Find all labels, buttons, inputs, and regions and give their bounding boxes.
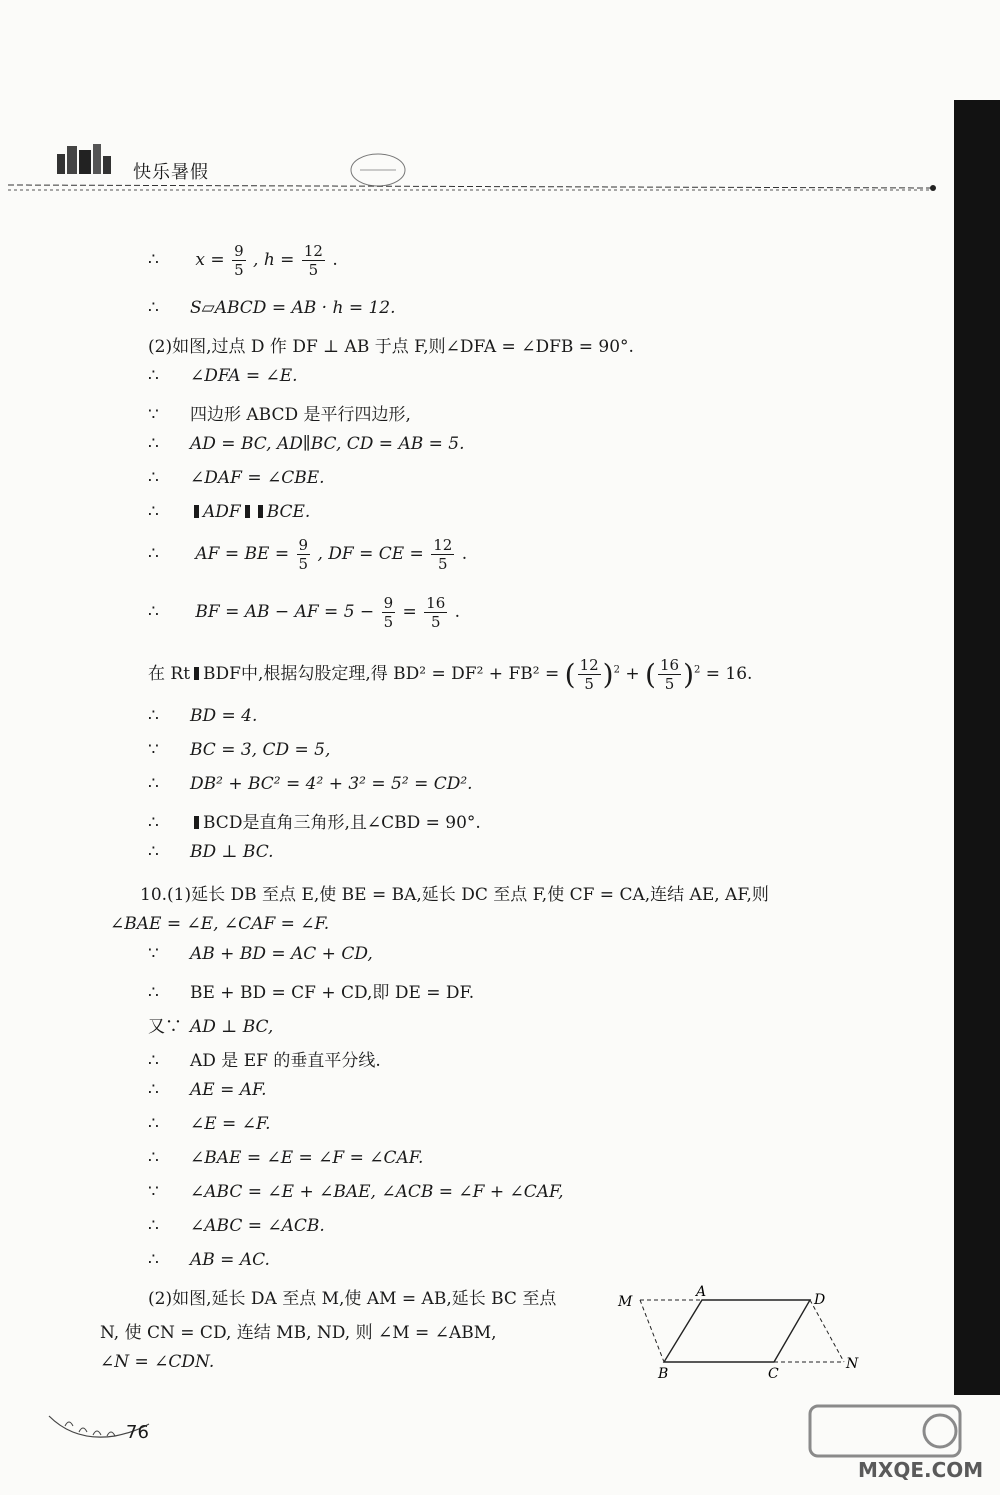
- line-28: [148, 1250, 270, 1270]
- line-6: [148, 434, 464, 454]
- line-text: BD ⊥ BC.: [190, 842, 274, 862]
- fraction: [297, 536, 311, 573]
- parallelogram-figure: [612, 1282, 872, 1382]
- line-31: [100, 1352, 214, 1372]
- line-text: ∠N = ∠CDN.: [100, 1352, 215, 1372]
- header-divider: [8, 182, 938, 194]
- line-29: [148, 1284, 556, 1309]
- exponent: 2: [694, 664, 701, 676]
- line-text: ∠ABC = ∠E + ∠BAE, ∠ACB = ∠F + ∠CAF,: [190, 1182, 564, 1202]
- denominator: 5: [234, 261, 244, 279]
- fraction: [232, 242, 246, 279]
- line-25: [148, 1148, 423, 1168]
- line-text: DB² + BC² = 4² + 3² = 5² = CD².: [190, 774, 473, 794]
- label-d: D: [814, 1292, 826, 1308]
- therefore-symbol: ∴: [148, 502, 159, 522]
- line-1: [148, 242, 338, 279]
- numerator: 16: [426, 594, 446, 612]
- congruent-glyph-box: [245, 505, 250, 518]
- numerator: 9: [234, 242, 244, 260]
- therefore-symbol: ∴: [148, 774, 159, 794]
- therefore-symbol: ∴: [148, 1216, 159, 1236]
- denominator: 5: [383, 613, 394, 631]
- label-n: N: [846, 1356, 859, 1372]
- line-12: [148, 706, 257, 726]
- fraction: [302, 242, 325, 279]
- therefore-symbol: ∴: [148, 1114, 159, 1134]
- line-8: [148, 502, 310, 522]
- line-14: [148, 774, 473, 794]
- line-30: [100, 1318, 497, 1343]
- therefore-symbol: ∴: [148, 250, 159, 270]
- line-text: 10.(1)延长 DB 至点 E,使 BE = BA,延长 DC 至点 F,使 CF = CA,连结 AE, AF,则: [140, 885, 769, 905]
- fraction: [431, 536, 454, 573]
- scan-dark-edge: [954, 100, 1000, 1395]
- line-text: S▱ABCD = AB · h = 12.: [190, 298, 396, 318]
- line-5: [148, 400, 411, 425]
- line-27: [148, 1216, 325, 1236]
- page-header: [0, 130, 960, 210]
- line-text: (2)如图,延长 DA 至点 M,使 AM = AB,延长 BC 至点: [148, 1289, 557, 1309]
- line-text: AD = BC, AD∥BC, CD = AB = 5.: [190, 434, 465, 454]
- therefore-symbol: ∴: [148, 706, 159, 726]
- exponent: 2: [613, 664, 620, 676]
- line-text: ∠E = ∠F.: [190, 1114, 271, 1134]
- line-text: ∠DAF = ∠CBE.: [190, 468, 325, 488]
- line-text: BCE.: [266, 502, 311, 522]
- therefore-symbol: ∴: [148, 602, 159, 622]
- line-text: BCD是直角三角形,且∠CBD = 90°.: [203, 813, 481, 833]
- fraction: [658, 656, 681, 693]
- therefore-symbol: ∴: [148, 366, 159, 386]
- line-text: BC = 3, CD = 5,: [190, 740, 331, 760]
- because-symbol: ∵: [148, 405, 159, 425]
- therefore-symbol: ∴: [148, 842, 159, 862]
- therefore-symbol: ∴: [148, 1250, 159, 1270]
- line-text: N, 使 CN = CD, 连结 MB, ND, 则 ∠M = ∠ABM,: [100, 1323, 497, 1343]
- eq-part: , h =: [253, 250, 295, 270]
- line-23: [148, 1080, 267, 1100]
- line-text: BE + BD = CF + CD,即 DE = DF.: [190, 983, 475, 1003]
- eq-part: , DF = CE =: [317, 544, 424, 564]
- line-10: [148, 594, 460, 631]
- triangle-glyph-box: [258, 505, 263, 518]
- triangle-glyph-box: [194, 667, 199, 680]
- denominator: 5: [664, 675, 675, 693]
- fraction: [382, 594, 396, 631]
- therefore-symbol: ∴: [148, 813, 159, 833]
- therefore-symbol: ∴: [148, 434, 159, 454]
- therefore-symbol: ∴: [148, 983, 159, 1003]
- numerator: 12: [579, 656, 599, 674]
- line-21: [148, 1012, 273, 1037]
- line-text: BD = 4.: [190, 706, 258, 726]
- line-text: AD 是 EF 的垂直平分线.: [190, 1051, 381, 1071]
- line-9: [148, 536, 467, 573]
- line-20: [148, 978, 474, 1003]
- triangle-glyph-box: [194, 816, 199, 829]
- line-text: AB = AC.: [190, 1250, 270, 1270]
- line-16: [148, 842, 274, 862]
- therefore-symbol: ∴: [148, 1080, 159, 1100]
- line-15: [148, 808, 481, 833]
- fraction: [424, 594, 447, 631]
- fraction: [578, 656, 601, 693]
- label-c: C: [768, 1366, 779, 1382]
- eq-part: = 16.: [705, 664, 753, 684]
- eq-part: BF = AB − AF = 5 −: [195, 602, 375, 622]
- eq-part: +: [625, 664, 640, 684]
- line-3: [148, 332, 634, 357]
- line-4: [148, 366, 298, 386]
- parallelogram-abcd: [664, 1300, 810, 1362]
- eq-part: AF = BE =: [195, 544, 290, 564]
- line-text: (2)如图,过点 D 作 DF ⊥ AB 于点 F,则∠DFA = ∠DFB = 90°.: [148, 337, 634, 357]
- denominator: 5: [437, 555, 448, 573]
- eq-part: .: [461, 544, 468, 564]
- numerator: 12: [433, 536, 453, 554]
- paren-close: ): [602, 658, 614, 691]
- therefore-symbol: ∴: [148, 468, 159, 488]
- therefore-symbol: ∴: [148, 1148, 159, 1168]
- paren-open: (: [645, 658, 656, 691]
- numerator: 16: [659, 656, 680, 674]
- denominator: 5: [298, 555, 309, 573]
- line-7: [148, 468, 325, 488]
- because-symbol: ∵: [148, 1182, 159, 1202]
- numerator: 12: [303, 242, 323, 260]
- line-13: [148, 740, 330, 760]
- header-title: 快乐暑假: [133, 162, 209, 183]
- line-text: AE = AF.: [190, 1080, 267, 1100]
- therefore-symbol: ∴: [148, 298, 159, 318]
- page-number: 76: [126, 1422, 149, 1443]
- line-22: [148, 1046, 381, 1071]
- denominator: 5: [430, 613, 441, 631]
- line-11: [148, 656, 752, 693]
- eq-part: .: [332, 250, 338, 270]
- because-symbol: ∵: [148, 944, 159, 964]
- numerator: 9: [383, 594, 394, 612]
- numerator: 9: [298, 536, 309, 554]
- watermark-text: MXQE.COM: [858, 1458, 984, 1482]
- triangle-glyph-box: [194, 505, 199, 518]
- eq-part: x =: [195, 250, 225, 270]
- line-text: 四边形 ABCD 是平行四边形,: [190, 405, 411, 425]
- paren-close: ): [683, 658, 694, 691]
- therefore-symbol: ∴: [148, 1051, 159, 1071]
- line-text: ∠ABC = ∠ACB.: [190, 1216, 325, 1236]
- segment-dn: [810, 1300, 844, 1362]
- line-text: ∠DFA = ∠E.: [190, 366, 298, 386]
- line-text: AB + BD = AC + CD,: [190, 944, 373, 964]
- because-symbol: ∵: [148, 740, 159, 760]
- line-24: [148, 1114, 271, 1134]
- because-symbol: 又∵: [148, 1017, 182, 1037]
- label-a: A: [696, 1284, 707, 1300]
- eq-part: .: [454, 602, 461, 622]
- line-17: [140, 880, 769, 905]
- eq-part: 在 Rt: [148, 664, 191, 684]
- segment-mb: [640, 1300, 664, 1362]
- label-b: B: [658, 1366, 669, 1382]
- line-text: ADF: [203, 502, 241, 522]
- eq-part: BDF中,根据勾股定理,得 BD² = DF² + FB² =: [203, 664, 560, 684]
- line-19: [148, 944, 373, 964]
- denominator: 5: [584, 675, 594, 693]
- eq-part: =: [402, 602, 417, 622]
- line-text: ∠BAE = ∠E = ∠F = ∠CAF.: [190, 1148, 424, 1168]
- line-18: [110, 914, 329, 934]
- line-text: AD ⊥ BC,: [190, 1017, 274, 1037]
- therefore-symbol: ∴: [148, 544, 159, 564]
- line-text: ∠BAE = ∠E, ∠CAF = ∠F.: [110, 914, 330, 934]
- line-2: [148, 298, 396, 318]
- line-26: [148, 1182, 564, 1202]
- paren-open: (: [564, 658, 576, 691]
- label-m: M: [618, 1294, 633, 1310]
- book-logo-icon: [55, 140, 113, 176]
- denominator: 5: [308, 261, 319, 279]
